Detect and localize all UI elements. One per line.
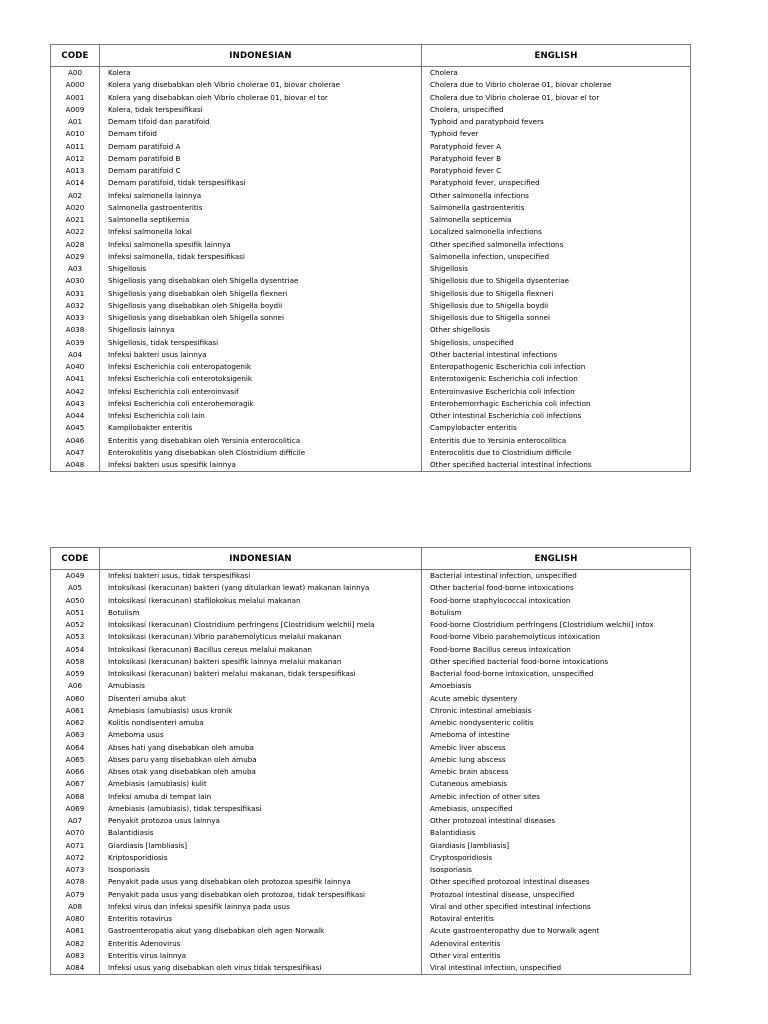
english-cell: Amebic infection of other sites	[422, 791, 691, 803]
english-cell: Other specified bacterial intestinal infections	[422, 459, 691, 472]
code-cell: A04	[51, 349, 100, 361]
indonesian-cell: Salmonella gastroenteritis	[100, 202, 422, 214]
table-row	[51, 226, 691, 238]
table-row	[51, 153, 691, 165]
indonesian-cell: Salmonella septikemia	[100, 214, 422, 226]
indonesian-cell: Abses hati yang disebabkan oleh amuba	[100, 742, 422, 754]
english-cell: Enteroinvasive Escherichia coli infection	[422, 386, 691, 398]
english-cell: Typhoid and paratyphoid fevers	[422, 116, 691, 128]
indonesian-cell: Kampilobakter enteritis	[100, 422, 422, 434]
code-cell: A031	[51, 288, 100, 300]
code-cell: A047	[51, 447, 100, 459]
code-cell: A009	[51, 104, 100, 116]
code-cell: A067	[51, 778, 100, 790]
table-row	[51, 300, 691, 312]
table-row	[51, 288, 691, 300]
table-row	[51, 742, 691, 754]
english-cell: Food-borne Bacillus cereus intoxication	[422, 644, 691, 656]
table-row	[51, 852, 691, 864]
code-cell: A044	[51, 410, 100, 422]
table-row	[51, 386, 691, 398]
english-cell: Campylobacter enteritis	[422, 422, 691, 434]
indonesian-cell: Kolera	[100, 67, 422, 80]
indonesian-cell: Botulism	[100, 607, 422, 619]
table-row	[51, 324, 691, 336]
table-row	[51, 337, 691, 349]
indonesian-cell: Shigellosis lainnya	[100, 324, 422, 336]
english-cell: Salmonella gastroenteritis	[422, 202, 691, 214]
code-cell: A064	[51, 742, 100, 754]
header-indonesian: INDONESIAN	[100, 45, 422, 67]
code-cell: A001	[51, 92, 100, 104]
code-cell: A06	[51, 680, 100, 692]
english-cell: Typhoid fever	[422, 128, 691, 140]
code-cell: A054	[51, 644, 100, 656]
indonesian-cell: Shigellosis yang disebabkan oleh Shigella dysentriae	[100, 275, 422, 287]
indonesian-cell: Infeksi Escherichia coli enteroinvasif	[100, 386, 422, 398]
icd-code-table-2	[50, 547, 691, 975]
english-cell: Shigellosis due to Shigella sonnei	[422, 312, 691, 324]
indonesian-cell: Isosporiasis	[100, 864, 422, 876]
table-row	[51, 410, 691, 422]
indonesian-cell: Intoksikasi (keracunan) bakteri melalui makanan, tidak terspesifikasi	[100, 668, 422, 680]
indonesian-cell: Disenteri amuba akut	[100, 693, 422, 705]
indonesian-cell: Abses otak yang disebabkan oleh amuba	[100, 766, 422, 778]
indonesian-cell: Penyakit pada usus yang disebabkan oleh protozoa spesifik lainnya	[100, 876, 422, 888]
indonesian-cell: Demam paratifoid, tidak terspesifikasi	[100, 177, 422, 189]
code-cell: A048	[51, 459, 100, 472]
header-indonesian: INDONESIAN	[100, 548, 422, 570]
indonesian-cell: Infeksi salmonella lainnya	[100, 190, 422, 202]
code-cell: A080	[51, 913, 100, 925]
code-cell: A065	[51, 754, 100, 766]
english-cell: Food-borne Clostridium perfringens [Clostridium welchii] intox	[422, 619, 691, 631]
indonesian-cell: Shigellosis, tidak terspesifikasi	[100, 337, 422, 349]
english-cell: Other bacterial food-borne intoxications	[422, 582, 691, 594]
indonesian-cell: Intoksikasi (keracunan) bakteri spesifik lainnya melalui makanan	[100, 656, 422, 668]
code-cell: A072	[51, 852, 100, 864]
table-row	[51, 950, 691, 962]
indonesian-cell: Penyakit protozoa usus lainnya	[100, 815, 422, 827]
table-row	[51, 214, 691, 226]
table-row	[51, 447, 691, 459]
english-cell: Amebic brain abscess	[422, 766, 691, 778]
indonesian-cell: Demam paratifoid A	[100, 141, 422, 153]
table-row	[51, 275, 691, 287]
table-row	[51, 349, 691, 361]
english-cell: Amebic liver abscess	[422, 742, 691, 754]
table-row	[51, 251, 691, 263]
english-cell: Other shigellosis	[422, 324, 691, 336]
code-cell: A053	[51, 631, 100, 643]
table-row	[51, 459, 691, 472]
english-cell: Amebic lung abscess	[422, 754, 691, 766]
english-cell: Enteropathogenic Escherichia coli infection	[422, 361, 691, 373]
indonesian-cell: Enteritis rotavirus	[100, 913, 422, 925]
code-cell: A073	[51, 864, 100, 876]
code-cell: A043	[51, 398, 100, 410]
table-row	[51, 595, 691, 607]
english-cell: Shigellosis due to Shigella flexneri	[422, 288, 691, 300]
english-cell: Other bacterial intestinal infections	[422, 349, 691, 361]
indonesian-cell: Demam tifoid dan paratifoid	[100, 116, 422, 128]
english-cell: Food-borne staphylococcal intoxication	[422, 595, 691, 607]
indonesian-cell: Infeksi Escherichia coli enteropatogenik	[100, 361, 422, 373]
english-cell: Localized salmonella infections	[422, 226, 691, 238]
code-cell: A042	[51, 386, 100, 398]
table-row	[51, 398, 691, 410]
english-cell: Other viral enteritis	[422, 950, 691, 962]
english-cell: Adenoviral enteritis	[422, 938, 691, 950]
table-row	[51, 803, 691, 815]
table-row	[51, 766, 691, 778]
table-row	[51, 962, 691, 975]
header-english: ENGLISH	[422, 548, 691, 570]
english-cell: Balantidiasis	[422, 827, 691, 839]
code-cell: A012	[51, 153, 100, 165]
table-row	[51, 815, 691, 827]
indonesian-cell: Infeksi bakteri usus, tidak terspesifikasi	[100, 570, 422, 583]
indonesian-cell: Intoksikasi (keracunan) Bacillus cereus melalui makanan	[100, 644, 422, 656]
english-cell: Enterocolitis due to Clostridium difficile	[422, 447, 691, 459]
code-cell: A082	[51, 938, 100, 950]
code-cell: A041	[51, 373, 100, 385]
code-cell: A050	[51, 595, 100, 607]
english-cell: Cholera due to Vibrio cholerae 01, biovar el tor	[422, 92, 691, 104]
code-cell: A045	[51, 422, 100, 434]
code-cell: A05	[51, 582, 100, 594]
indonesian-cell: Shigellosis yang disebabkan oleh Shigella boydii	[100, 300, 422, 312]
table-row	[51, 680, 691, 692]
english-cell: Cholera due to Vibrio cholerae 01, biovar cholerae	[422, 79, 691, 91]
table-row	[51, 864, 691, 876]
indonesian-cell: Kolera, tidak terspesifikasi	[100, 104, 422, 116]
english-cell: Shigellosis	[422, 263, 691, 275]
code-cell: A020	[51, 202, 100, 214]
indonesian-cell: Infeksi salmonella lokal	[100, 226, 422, 238]
code-cell: A083	[51, 950, 100, 962]
indonesian-cell: Demam paratifoid C	[100, 165, 422, 177]
english-cell: Ameboma of intestine	[422, 729, 691, 741]
indonesian-cell: Infeksi amuba di tempat lain	[100, 791, 422, 803]
code-cell: A03	[51, 263, 100, 275]
code-cell: A038	[51, 324, 100, 336]
code-cell: A00	[51, 67, 100, 80]
indonesian-cell: Ameboma usus	[100, 729, 422, 741]
table-row	[51, 631, 691, 643]
english-cell: Salmonella infection, unspecified	[422, 251, 691, 263]
code-cell: A039	[51, 337, 100, 349]
table-row	[51, 705, 691, 717]
english-cell: Giardiasis [lambliasis]	[422, 840, 691, 852]
code-cell: A013	[51, 165, 100, 177]
code-cell: A049	[51, 570, 100, 583]
table-row	[51, 644, 691, 656]
table-row	[51, 190, 691, 202]
header-code: CODE	[51, 45, 100, 67]
indonesian-cell: Amubiasis	[100, 680, 422, 692]
table-row	[51, 754, 691, 766]
table-row	[51, 422, 691, 434]
english-cell: Cutaneous amebiasis	[422, 778, 691, 790]
code-cell: A058	[51, 656, 100, 668]
header-code: CODE	[51, 548, 100, 570]
english-cell: Cryptosporidiosis	[422, 852, 691, 864]
indonesian-cell: Enteritis virus lainnya	[100, 950, 422, 962]
code-cell: A032	[51, 300, 100, 312]
table-row	[51, 263, 691, 275]
indonesian-cell: Kolera yang disebabkan oleh Vibrio cholerae 01, biovar el tor	[100, 92, 422, 104]
english-cell: Amebiasis, unspecified	[422, 803, 691, 815]
code-cell: A07	[51, 815, 100, 827]
table-row	[51, 92, 691, 104]
indonesian-cell: Balantidiasis	[100, 827, 422, 839]
code-cell: A01	[51, 116, 100, 128]
code-cell: A084	[51, 962, 100, 975]
indonesian-cell: Kolitis nondisenteri amuba	[100, 717, 422, 729]
indonesian-cell: Demam tifoid	[100, 128, 422, 140]
code-cell: A070	[51, 827, 100, 839]
table-row	[51, 104, 691, 116]
table-row	[51, 619, 691, 631]
indonesian-cell: Giardiasis [lambliasis]	[100, 840, 422, 852]
indonesian-cell: Infeksi Escherichia coli lain	[100, 410, 422, 422]
english-cell: Chronic intestinal amebiasis	[422, 705, 691, 717]
code-cell: A011	[51, 141, 100, 153]
table-row	[51, 668, 691, 680]
indonesian-cell: Gastroenteropatia akut yang disebabkan oleh agen Norwalk	[100, 925, 422, 937]
code-cell: A079	[51, 889, 100, 901]
english-cell: Cholera	[422, 67, 691, 80]
english-cell: Protozoal intestinal disease, unspecified	[422, 889, 691, 901]
table-row	[51, 840, 691, 852]
table-row	[51, 435, 691, 447]
english-cell: Salmonella septicemia	[422, 214, 691, 226]
indonesian-cell: Intoksikasi (keracunan) Clostridium perfringens [Clostridium welchii] mela	[100, 619, 422, 631]
indonesian-cell: Infeksi bakteri usus spesifik lainnya	[100, 459, 422, 472]
english-cell: Other specified salmonella infections	[422, 239, 691, 251]
english-cell: Enterotoxigenic Escherichia coli infection	[422, 373, 691, 385]
code-cell: A060	[51, 693, 100, 705]
code-cell: A052	[51, 619, 100, 631]
english-cell: Cholera, unspecified	[422, 104, 691, 116]
indonesian-cell: Amebiasis (amubiasis), tidak terspesifikasi	[100, 803, 422, 815]
table-row	[51, 656, 691, 668]
english-cell: Isosporiasis	[422, 864, 691, 876]
table-row	[51, 778, 691, 790]
english-cell: Shigellosis due to Shigella boydii	[422, 300, 691, 312]
table-row	[51, 141, 691, 153]
english-cell: Paratyphoid fever A	[422, 141, 691, 153]
table-row	[51, 67, 691, 80]
indonesian-cell: Infeksi bakteri usus lainnya	[100, 349, 422, 361]
english-cell: Paratyphoid fever, unspecified	[422, 177, 691, 189]
indonesian-cell: Infeksi Escherichia coli enterohemoragik	[100, 398, 422, 410]
table-row	[51, 901, 691, 913]
indonesian-cell: Infeksi salmonella, tidak terspesifikasi	[100, 251, 422, 263]
indonesian-cell: Infeksi usus yang disebabkan oleh virus tidak terspesifikasi	[100, 962, 422, 975]
code-cell: A02	[51, 190, 100, 202]
english-cell: Shigellosis, unspecified	[422, 337, 691, 349]
code-cell: A08	[51, 901, 100, 913]
indonesian-cell: Demam paratifoid B	[100, 153, 422, 165]
indonesian-cell: Intoksikasi (keracunan) bakteri (yang ditularkan lewat) makanan lainnya	[100, 582, 422, 594]
indonesian-cell: Shigellosis	[100, 263, 422, 275]
table-header-row	[51, 548, 691, 570]
table-header-row	[51, 45, 691, 67]
english-cell: Other specified protozoal intestinal diseases	[422, 876, 691, 888]
english-cell: Viral and other specified intestinal infections	[422, 901, 691, 913]
code-cell: A068	[51, 791, 100, 803]
table-row	[51, 570, 691, 583]
table-row	[51, 693, 691, 705]
english-cell: Acute amebic dysentery	[422, 693, 691, 705]
code-cell: A014	[51, 177, 100, 189]
table-row	[51, 165, 691, 177]
english-cell: Shigellosis due to Shigella dysenteriae	[422, 275, 691, 287]
english-cell: Bacterial food-borne intoxication, unspecified	[422, 668, 691, 680]
code-cell: A021	[51, 214, 100, 226]
code-cell: A051	[51, 607, 100, 619]
code-cell: A059	[51, 668, 100, 680]
code-cell: A063	[51, 729, 100, 741]
code-cell: A078	[51, 876, 100, 888]
indonesian-cell: Shigellosis yang disebabkan oleh Shigella flexneri	[100, 288, 422, 300]
table-row	[51, 128, 691, 140]
english-cell: Amebic nondysenteric colitis	[422, 717, 691, 729]
indonesian-cell: Intoksikasi (keracunan) Vibrio parahemolyticus melalui makanan	[100, 631, 422, 643]
english-cell: Paratyphoid fever C	[422, 165, 691, 177]
english-cell: Rotaviral enteritis	[422, 913, 691, 925]
english-cell: Other protozoal intestinal diseases	[422, 815, 691, 827]
table-row	[51, 827, 691, 839]
table-row	[51, 717, 691, 729]
table-body	[51, 67, 691, 472]
code-cell: A029	[51, 251, 100, 263]
indonesian-cell: Enteritis yang disebabkan oleh Yersinia enterocolitica	[100, 435, 422, 447]
code-cell: A071	[51, 840, 100, 852]
table-row	[51, 582, 691, 594]
code-cell: A061	[51, 705, 100, 717]
table-row	[51, 913, 691, 925]
table-row	[51, 312, 691, 324]
code-cell: A040	[51, 361, 100, 373]
header-english: ENGLISH	[422, 45, 691, 67]
english-cell: Acute gastroenteropathy due to Norwalk agent	[422, 925, 691, 937]
table-row	[51, 925, 691, 937]
code-cell: A010	[51, 128, 100, 140]
code-cell: A046	[51, 435, 100, 447]
table-row	[51, 239, 691, 251]
table-row	[51, 361, 691, 373]
table-row	[51, 607, 691, 619]
indonesian-cell: Intoksikasi (keracunan) stafilokokus melalui makanan	[100, 595, 422, 607]
indonesian-cell: Penyakit pada usus yang disebabkan oleh protozoa, tidak terspesifikasi	[100, 889, 422, 901]
code-cell: A030	[51, 275, 100, 287]
english-cell: Enterohemorrhagic Escherichia coli infection	[422, 398, 691, 410]
code-cell: A066	[51, 766, 100, 778]
english-cell: Enteritis due to Yersinia enterocolitica	[422, 435, 691, 447]
english-cell: Botulism	[422, 607, 691, 619]
indonesian-cell: Shigellosis yang disebabkan oleh Shigella sonnei	[100, 312, 422, 324]
table-row	[51, 938, 691, 950]
english-cell: Other intestinal Escherichia coli infections	[422, 410, 691, 422]
indonesian-cell: Abses paru yang disebabkan oleh amuba	[100, 754, 422, 766]
indonesian-cell: Infeksi Escherichia coli enterotoksigenik	[100, 373, 422, 385]
code-cell: A022	[51, 226, 100, 238]
english-cell: Other salmonella infections	[422, 190, 691, 202]
indonesian-cell: Infeksi salmonella spesifik lainnya	[100, 239, 422, 251]
table-row	[51, 729, 691, 741]
table-row	[51, 876, 691, 888]
english-cell: Paratyphoid fever B	[422, 153, 691, 165]
icd-code-table-1	[50, 44, 691, 472]
english-cell: Other specified bacterial food-borne intoxications	[422, 656, 691, 668]
code-cell: A033	[51, 312, 100, 324]
table-row	[51, 177, 691, 189]
table-row	[51, 79, 691, 91]
code-cell: A081	[51, 925, 100, 937]
indonesian-cell: Kriptosporidiosis	[100, 852, 422, 864]
code-cell: A069	[51, 803, 100, 815]
indonesian-cell: Infeksi virus dan infeksi spesifik lainnya pada usus	[100, 901, 422, 913]
table-row	[51, 116, 691, 128]
table-row	[51, 373, 691, 385]
indonesian-cell: Amebiasis (amubiasis) kulit	[100, 778, 422, 790]
english-cell: Amoebiasis	[422, 680, 691, 692]
english-cell: Bacterial intestinal infection, unspecified	[422, 570, 691, 583]
table-row	[51, 791, 691, 803]
table-row	[51, 202, 691, 214]
english-cell: Viral intestinal infection, unspecified	[422, 962, 691, 975]
indonesian-cell: Kolera yang disebabkan oleh Vibrio cholerae 01, biovar cholerae	[100, 79, 422, 91]
english-cell: Food-borne Vibrio parahemolyticus intoxication	[422, 631, 691, 643]
code-cell: A000	[51, 79, 100, 91]
table-row	[51, 889, 691, 901]
code-cell: A062	[51, 717, 100, 729]
indonesian-cell: Enterokolitis yang disebabkan oleh Clostridium difficile	[100, 447, 422, 459]
indonesian-cell: Amebiasis (amubiasis) usus kronik	[100, 705, 422, 717]
indonesian-cell: Enteritis Adenovirus	[100, 938, 422, 950]
code-cell: A028	[51, 239, 100, 251]
table-body	[51, 570, 691, 975]
